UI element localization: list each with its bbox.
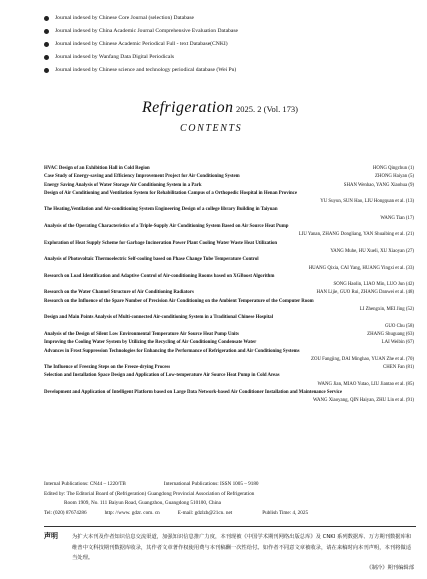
email-link[interactable]: E-mail: gdzlzb@21cn. net [177, 509, 233, 516]
article-title: The Influence of Freezing Steps on the Freeze-drying Process [44, 365, 171, 371]
article-authors: CHEN Fan (81) [383, 365, 414, 371]
toc-entry[interactable] [44, 339, 414, 347]
article-authors: LI Zhengxin, MEI Jing (52) [359, 307, 414, 313]
article-authors: ZOU Fangjing, DAI Minghao, YUAN Zhe et al. (70) [310, 356, 414, 362]
contents-heading: CONTENTS [180, 123, 243, 134]
article-authors: YU Suyun, SUN Hao, LIU Hongquan et al. (13) [320, 199, 414, 205]
toc-entry[interactable] [44, 273, 414, 290]
statement-signature: 《制冷》期刊编辑部 [366, 565, 414, 571]
article-title: The Heating,Ventilation and Air-conditioning System Engineering Design of a college library Building in Taiyuan [44, 207, 278, 213]
toc-entry[interactable] [44, 223, 414, 240]
index-text: Journal indexed by Chinese Academic Periodical Full - text Database(CNKI) [55, 41, 228, 47]
index-item [44, 38, 414, 51]
statement-label: 声明 [44, 532, 58, 540]
journal-title: Refrigeration [142, 99, 234, 116]
toc-entry[interactable] [44, 372, 414, 389]
toc-entry[interactable] [44, 240, 414, 257]
toc-entry[interactable] [44, 206, 414, 223]
toc-entry[interactable] [44, 190, 414, 207]
toc-entry[interactable] [44, 298, 414, 315]
article-title: Energy Saving Analysis of Water Storage Air Conditioning System in a Park [44, 182, 202, 188]
article-authors: SHAN Wenhao, YANG Xiaohua (9) [343, 182, 414, 188]
article-title: Analysis of the Design of Silent Low Environmental Temperature Air Source Heat Pump Units [44, 331, 239, 337]
article-authors: LIU Yanan, ZHANG Dongliang, YAN Shuaibing et al. (21) [298, 232, 414, 238]
bullet-icon [44, 16, 49, 21]
index-list [44, 12, 414, 77]
article-title: Exploration of Heat Supply Scheme for Garbage Incineration Power Plant Cooling Water Waste Heat Utilization [44, 240, 278, 246]
index-item [44, 64, 414, 77]
article-authors: WANG Jian, MIAO Yutao, LIU Jiantao et al. (85) [317, 381, 414, 387]
toc-entry[interactable] [44, 256, 414, 273]
toc-entry[interactable] [44, 364, 414, 372]
article-title: Development and Application of Intelligent Platform based on Large Data Network-based Air Conditioner Installation and Maintenance Service [44, 390, 342, 396]
index-item [44, 12, 414, 25]
statement-body: 为扩大本刊及作者知识信息交流渠道，加强知识信息推广力度，本刊现被《中国学术期刊网络出版总库》及 CNKI 系列数据库、万方期刊数据库和维普中文科技期刊数据库收录，其作者文章著作权使用费与本刊稿酬一次性给付。如作者不同意文章被收录，请在来稿时向本刊声明，本刊将做适当处理。 [72, 534, 412, 562]
index-text: Journal indexed by Chinese Core Journal (selection) Database [55, 15, 195, 21]
index-text: Journal indexed by China Academic Journal Comprehensive Evaluation Database [55, 28, 238, 34]
index-item [44, 25, 414, 38]
index-text: Journal indexed by Wanfang Data Digital Periodicals [55, 54, 175, 60]
article-title: Selection and Installation Space Design and Application of Low-temperature Air Source Heat Pump in Cold Areas [44, 373, 280, 379]
article-authors: LAI Weibin (67) [381, 340, 414, 346]
bullet-icon [44, 42, 49, 47]
edited-by: Edited by: The Editorial Board of (Refrigeration) Guangdong Provincial Association of Refrigeration [44, 490, 255, 497]
article-title: Design of Air Conditioning and Ventilation System for Rehabilitation Campus of a Orthopedic Hospital in Henan Province [44, 190, 297, 196]
article-title: Analysis of the Operating Characteristics of a Triple-Supply Air Conditioning System Based on Air Source Heat Pump [44, 224, 289, 230]
bullet-icon [44, 55, 49, 60]
article-authors: HONG Qingchun (1) [372, 166, 414, 171]
article-authors: GUO Chu (58) [384, 323, 414, 329]
article-authors: HAN Lijie, GUO Rui, ZHANG Danwei et al. (48) [316, 290, 414, 296]
article-authors: SONG Haolin, LIAO Min, LUO Jun (42) [333, 282, 414, 288]
article-title: Research on the Influence of the Spare Number of Precision Air Conditioning on the Ambient Temperature of the Computer Room [44, 298, 314, 304]
publish-time: Publish Time: 4, 2025 [262, 509, 309, 516]
article-title: Improving the Cooling Water System by Utilizing the Recycling of Air Conditioning Condensate Water [44, 340, 257, 346]
article-title: Analysis of Photovoltaic Thermoelectric Self-cooling based on Phase Change Tube Temperature Control [44, 257, 259, 263]
toc-entry[interactable] [44, 348, 414, 365]
website-link[interactable]: http: //www. gdzr. com. cn [104, 509, 160, 516]
divider [44, 526, 416, 527]
toc-entry[interactable] [44, 389, 414, 406]
toc-entry[interactable] [44, 314, 414, 331]
toc-entry[interactable] [44, 165, 414, 173]
contact-line [44, 509, 416, 519]
article-title: Design and Main Points Analysis of Multi-connected Air-conditioning System in a Traditional Chinese Hospital [44, 315, 274, 321]
publication-info [44, 480, 416, 518]
article-title: Research on the Water Channel Structure of Air Conditioning Radiators [44, 290, 194, 296]
article-title: Case Study of Energy-saving and Efficiency Improvement Project for Air Conditioning System [44, 174, 240, 180]
article-authors: ZHONG Haiyan (5) [374, 174, 414, 180]
bullet-icon [44, 68, 49, 73]
issue-number: 2025. 2 (Vol. 173) [236, 104, 298, 114]
article-authors: YANG Muhe, HU Xueli, XU Xiaoyan (27) [330, 248, 414, 254]
publication-numbers [44, 480, 416, 490]
article-authors: HUANG Qixia, CAI Yang, HUANG Yingxi et al. (33) [308, 265, 414, 271]
toc-entry[interactable] [44, 331, 414, 339]
article-authors: ZHANG Shuguang (63) [367, 331, 414, 337]
telephone: Tel: (020) 87674286 [44, 509, 87, 516]
toc-entry[interactable] [44, 182, 414, 190]
internal-publication: Internal Publications: CN44 – 1220/TB [44, 481, 126, 487]
index-item [44, 51, 414, 64]
editorial-address: Room 1909, No. 111 Baiyun Road, Guangzhou, Guangdong 510100, China [64, 500, 221, 507]
article-title: Research on Load Identification and Adaptive Control of Air-conditioning Rooms based on XGBoost Algorithm [44, 273, 275, 279]
table-of-contents [44, 165, 414, 406]
toc-entry[interactable] [44, 173, 414, 181]
article-authors: WANG Tian (17) [380, 215, 414, 221]
index-text: Journal indexed by Chinese science and technology periodical database (Wei Pu) [55, 67, 237, 73]
article-authors: WANG Xiaoyang, QIN Haiyan, ZHU Lin et al. (91) [312, 398, 414, 404]
article-title: Advances in Frost Suppression Technologies for Enhancing the Performance of Refrigeration and Air Conditioning Systems [44, 348, 300, 354]
international-publication: International Publications: ISSN 1005 – 9180 [163, 481, 259, 487]
article-title: HVAC Design of an Exhibition Hall in Cold Region [44, 166, 150, 171]
toc-entry[interactable] [44, 289, 414, 297]
journal-header [0, 99, 427, 145]
bullet-icon [44, 29, 49, 34]
